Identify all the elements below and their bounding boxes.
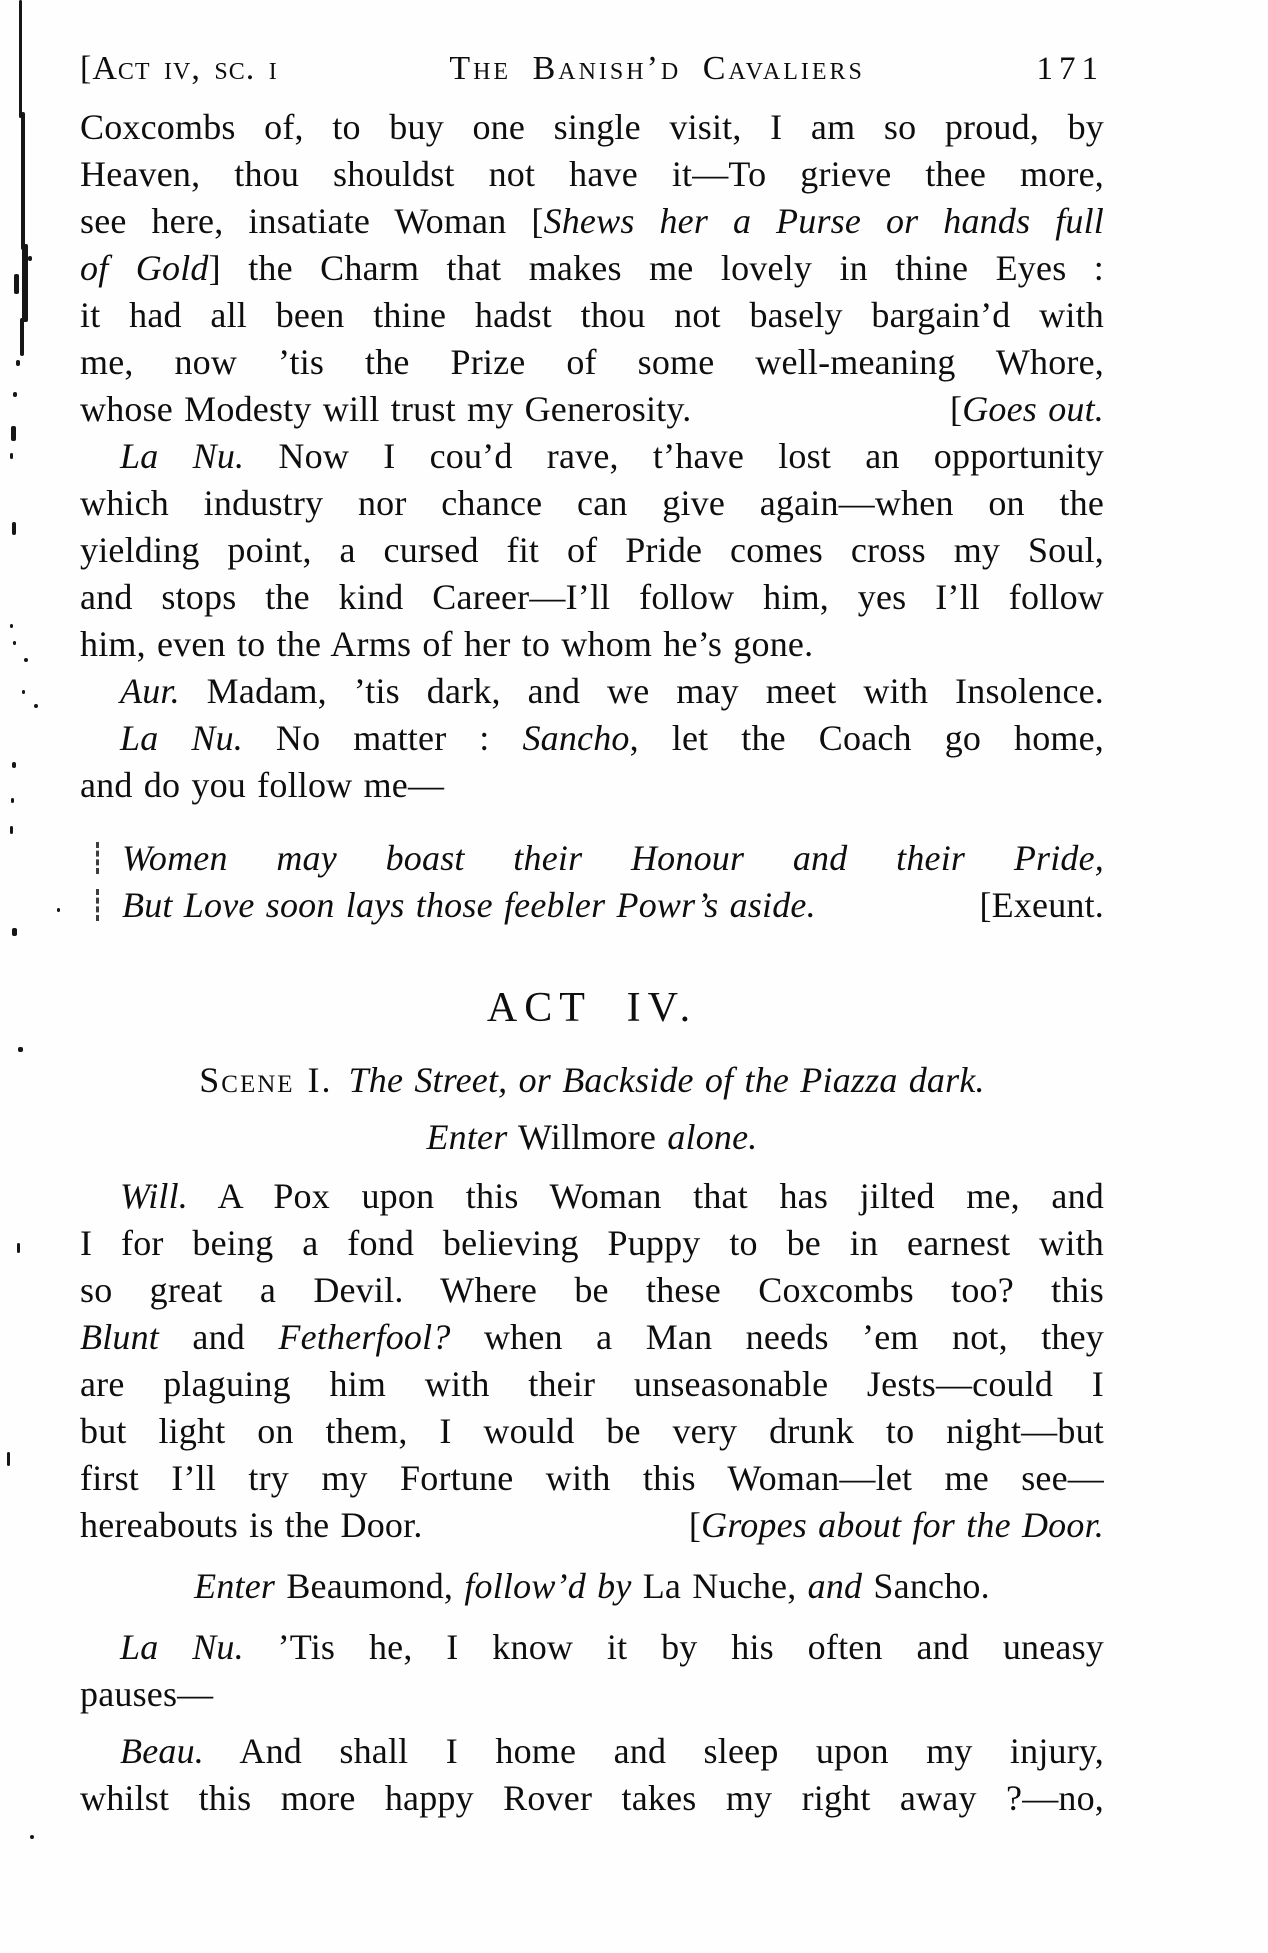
scan-noise-mark — [16, 360, 20, 366]
text-run: Madam, ’tis dark, and we may meet with Insolence. — [179, 671, 1104, 711]
text-run: [ — [688, 1505, 702, 1545]
text-run: it had all been thine hadst thou not basely bargain’d with — [80, 295, 1104, 335]
text-run: and — [159, 1317, 279, 1357]
text-line — [80, 292, 1104, 339]
text-line — [80, 104, 1104, 151]
text-line — [80, 1671, 1104, 1718]
scan-noise-mark — [11, 426, 16, 441]
text-run: Beaumond, — [275, 1566, 465, 1606]
text-line — [80, 1361, 1104, 1408]
verse-couplet — [80, 835, 1104, 929]
text-run: But Love soon lays those feebler Powr’s aside. — [122, 885, 816, 925]
text-line — [80, 1408, 1104, 1455]
text-run: whose Modesty will trust my Generosity. — [80, 389, 692, 429]
speech-aurelia — [80, 668, 1104, 715]
text-run: and stops the kind Career—I’ll follow him, yes I’ll follow — [80, 577, 1104, 617]
text-run: Gropes about for the Door. — [701, 1505, 1104, 1545]
speech-beaumond — [80, 1728, 1104, 1822]
text-run: Heaven, thou shouldst not have it—To grieve thee more, — [80, 154, 1104, 194]
text-run: and — [807, 1566, 863, 1606]
text-run: ACT IV. — [486, 985, 698, 1031]
scan-noise-mark — [21, 112, 25, 250]
text-line — [80, 835, 1104, 882]
act-heading — [80, 983, 1104, 1033]
scan-noise-mark — [22, 244, 28, 322]
scan-noise-mark — [17, 1243, 20, 1253]
text-run: [Exeunt. — [979, 885, 1104, 925]
paragraph-willmore-continued — [80, 104, 1104, 433]
text-line — [80, 668, 1104, 715]
header-book-title: The Banish’d Cavaliers — [449, 50, 865, 87]
text-run: pauses— — [80, 1674, 214, 1714]
scan-noise-mark — [18, 1047, 23, 1052]
text-run: La Nu. — [120, 718, 243, 758]
text-run: yielding point, a cursed fit of Pride comes cross my Soul, — [80, 530, 1104, 570]
text-run: I for being a fond believing Puppy to be in earnest with — [80, 1223, 1104, 1263]
text-line — [80, 1502, 1104, 1549]
text-run: La Nuche, — [631, 1566, 808, 1606]
stage-direction-enter-willmore — [80, 1114, 1104, 1161]
text-run: whilst this more happy Rover takes my right away ?—no, — [80, 1778, 1104, 1818]
text-line — [80, 1173, 1104, 1220]
text-line — [80, 621, 1104, 668]
text-run: La Nu. — [120, 1627, 244, 1667]
speech-la-nuche-3 — [80, 1624, 1104, 1718]
text-line — [80, 882, 1104, 929]
text-run: Aur. — [120, 671, 180, 711]
text-run: hereabouts is the Door. — [80, 1505, 423, 1545]
text-line — [80, 386, 1104, 433]
text-run: Blunt — [80, 1317, 159, 1357]
text-line — [80, 151, 1104, 198]
scan-noise-mark — [14, 274, 19, 294]
text-run: Beau. — [120, 1731, 204, 1771]
scan-noise-mark — [10, 453, 13, 459]
scan-noise-mark — [13, 392, 17, 397]
text-run: [ — [950, 389, 963, 429]
scan-noise-mark — [12, 522, 16, 535]
text-run: And shall I home and sleep upon my injury, — [203, 1731, 1104, 1771]
text-run: Goes out. — [962, 389, 1104, 429]
speech-la-nuche-2 — [80, 715, 1104, 809]
header-page-number: 171 — [1036, 51, 1104, 87]
text-line — [80, 715, 1104, 762]
text-run: follow’d by — [464, 1566, 632, 1606]
text-run: first I’ll try my Fortune with this Woman—let me see— — [80, 1458, 1104, 1498]
text-line — [80, 1314, 1104, 1361]
text-run: when a Man needs ’em not, they — [450, 1317, 1104, 1357]
spread-right — [689, 1502, 1104, 1549]
scan-noise-mark — [12, 928, 17, 936]
text-run: Sancho — [522, 718, 630, 758]
text-run: Will. — [120, 1176, 189, 1216]
text-line — [80, 433, 1104, 480]
scan-noise-mark — [7, 1452, 10, 1466]
scan-noise-mark — [10, 624, 13, 628]
scan-noise-mark — [28, 256, 32, 261]
text-run: The Street, or Backside of the Piazza dark. — [348, 1060, 985, 1100]
text-run: ] the Charm that makes me lovely in thine Eyes : — [208, 248, 1104, 288]
text-run: are plaguing him with their unseasonable Jests—could I — [80, 1364, 1104, 1404]
text-run: Women may boast their Honour and their Pride, — [122, 838, 1104, 878]
text-line — [80, 1057, 1104, 1104]
text-run: and do you follow me— — [80, 765, 445, 805]
scan-noise-mark — [24, 658, 28, 662]
scan-noise-mark — [30, 1835, 34, 1839]
text-run: alone. — [667, 1117, 758, 1157]
text-line — [80, 1455, 1104, 1502]
text-run: Enter — [194, 1566, 276, 1606]
text-run: him, even to the Arms of her to whom he’s gone. — [80, 624, 814, 664]
text-line — [80, 1114, 1104, 1161]
text-run: , let the Coach go home, — [629, 718, 1105, 758]
scan-noise-mark — [22, 690, 25, 694]
text-line — [80, 245, 1104, 292]
text-line — [80, 762, 1104, 809]
text-run: me, now ’tis the Prize of some well-meaning Whore, — [80, 342, 1104, 382]
text-line — [80, 1775, 1104, 1822]
text-run: A Pox upon this Woman that has jilted me, and — [188, 1176, 1104, 1216]
text-run: Coxcombs of, to buy one single visit, I am so proud, by — [80, 107, 1104, 147]
text-run: Now I cou’d rave, t’have lost an opportunity — [244, 436, 1104, 476]
text-run: but light on them, I would be very drunk to night—but — [80, 1411, 1104, 1451]
text-line — [80, 527, 1104, 574]
running-header — [80, 50, 1104, 88]
text-line — [80, 1728, 1104, 1775]
text-column — [80, 50, 1104, 1822]
text-run: La Nu. — [120, 436, 245, 476]
scan-noise-mark — [20, 318, 24, 356]
text-line — [80, 1220, 1104, 1267]
scan-noise-mark — [19, 0, 22, 118]
scan-noise-mark — [12, 762, 16, 768]
text-run: so great a Devil. Where be these Coxcombs too? this — [80, 1270, 1104, 1310]
text-run: Fetherfool? — [278, 1317, 451, 1357]
scan-noise-mark — [34, 704, 38, 708]
text-line — [80, 339, 1104, 386]
header-act-scene: [Act iv, sc. i — [80, 50, 278, 87]
text-run: which industry nor chance can give again—when on the — [80, 483, 1104, 523]
text-line — [80, 198, 1104, 245]
stage-direction-enter-beaumond — [80, 1563, 1104, 1610]
scan-noise-mark — [13, 641, 16, 645]
text-run: of Gold — [80, 248, 209, 288]
text-run: ’Tis he, I know it by his often and uneasy — [243, 1627, 1104, 1667]
spread-left — [80, 1502, 423, 1549]
scan-noise-mark — [57, 908, 60, 912]
speech-willmore — [80, 1173, 1104, 1549]
scan-noise-mark — [11, 798, 14, 803]
text-line — [80, 1267, 1104, 1314]
text-run: No matter : — [242, 718, 523, 758]
text-run: Sancho. — [862, 1566, 990, 1606]
text-line — [80, 480, 1104, 527]
text-line — [80, 983, 1104, 1033]
text-line — [80, 574, 1104, 621]
text-line — [80, 1563, 1104, 1610]
spread-left — [80, 386, 691, 433]
page-text-blocks — [80, 104, 1104, 1822]
text-run: see here, insatiate Woman [ — [80, 201, 544, 241]
spread-right — [979, 882, 1104, 929]
scan-noise-mark — [10, 826, 13, 834]
spread-left — [122, 882, 816, 929]
spread-right — [950, 386, 1104, 433]
scene-heading — [80, 1057, 1104, 1104]
speech-la-nuche-1 — [80, 433, 1104, 668]
text-run: Willmore — [507, 1117, 668, 1157]
text-run: Scene I. — [199, 1060, 333, 1100]
text-run: Enter — [426, 1117, 508, 1157]
text-run: Shews her a Purse or hands full — [543, 201, 1104, 241]
text-line — [80, 1624, 1104, 1671]
